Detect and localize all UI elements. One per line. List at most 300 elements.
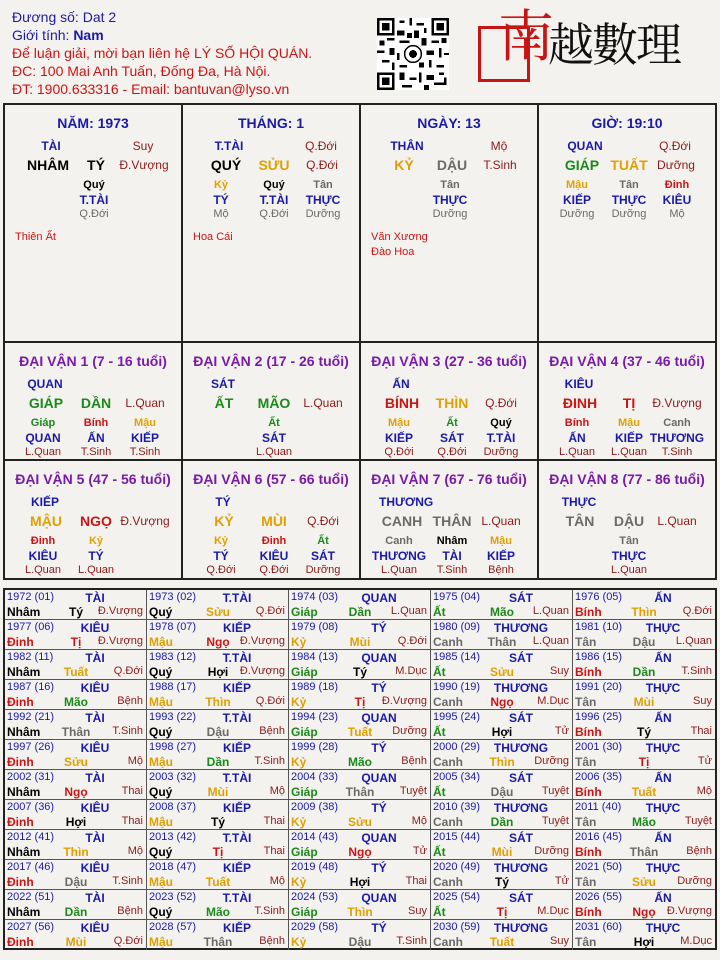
year-label: 2002 (31): [7, 771, 55, 783]
year-cell: [147, 830, 289, 860]
hidden-god: KIẾP: [486, 549, 515, 563]
hidden-stem: Bính: [564, 417, 590, 429]
year-branch: Tuất: [205, 875, 231, 889]
year-god: QUAN: [361, 651, 397, 665]
hidden-stem: Ất: [268, 417, 280, 429]
year-stem: Đinh: [7, 875, 34, 889]
year-phase: Dưỡng: [534, 755, 569, 767]
year-stem: Quý: [149, 605, 173, 619]
hidden-god: KIẾP: [384, 431, 413, 445]
special-star: Thiên Ất: [15, 231, 56, 243]
year-branch: Thìn: [347, 905, 373, 919]
owner-name: Dat 2: [82, 9, 117, 25]
year-stem: Giáp: [291, 905, 318, 919]
hidden-phase: Dưỡng: [305, 564, 341, 576]
year-god: THỰC: [645, 801, 681, 815]
hidden-phase: Dưỡng: [611, 208, 647, 220]
year-god: KIẾP: [222, 741, 251, 755]
year-cell: [431, 890, 573, 920]
hidden-phase: L.Quan: [380, 564, 418, 576]
year-phase: Đ.Vượng: [381, 695, 427, 707]
year-label: 2019 (48): [291, 861, 339, 873]
year-stem: Tân: [575, 755, 597, 769]
dai-van-cell: [183, 343, 361, 461]
hidden-phase: T.Sinh: [129, 446, 161, 458]
year-stem: Tân: [575, 695, 597, 709]
year-cell: [5, 680, 147, 710]
year-stem: Kỷ: [291, 695, 307, 709]
year-phase: Thai: [263, 845, 285, 857]
dai-van-god: QUAN: [27, 377, 63, 391]
dai-van-god: THƯƠNG: [379, 495, 434, 509]
year-phase: Dưỡng: [534, 845, 569, 857]
year-label: 1998 (27): [149, 741, 197, 753]
year-label: 2000 (29): [433, 741, 481, 753]
year-phase: Mộ: [269, 875, 285, 887]
year-cell: [573, 860, 715, 890]
pillar-cell: [183, 105, 361, 343]
year-cell: [573, 620, 715, 650]
year-label: 2005 (34): [433, 771, 481, 783]
year-label: 1995 (24): [433, 711, 481, 723]
year-god: THƯƠNG: [493, 921, 549, 935]
year-stem: Tân: [575, 935, 597, 949]
year-stem: Kỷ: [291, 635, 307, 649]
hidden-god: ẤN: [568, 431, 586, 445]
year-god: TÀI: [85, 891, 105, 905]
year-branch: Thân: [629, 845, 659, 859]
year-label: 2006 (35): [575, 771, 623, 783]
year-label: 1976 (05): [575, 591, 623, 603]
qr-code-icon: [377, 18, 449, 90]
year-god: TÝ: [371, 801, 387, 815]
hidden-phase: L.Quan: [77, 564, 115, 576]
year-phase: T.Sinh: [112, 875, 143, 887]
year-god: ẤN: [654, 891, 672, 905]
year-phase: Thai: [121, 785, 143, 797]
year-phase: Q.Đới: [255, 605, 285, 617]
year-stem: Quý: [149, 845, 173, 859]
hidden-phase: Mộ: [669, 208, 685, 220]
hidden-stem: Quý: [490, 417, 512, 429]
pillar-branch: DẬU: [436, 157, 468, 173]
hidden-phase: Dưỡng: [483, 446, 519, 458]
year-god: TÝ: [371, 621, 387, 635]
year-phase: T.Sinh: [396, 935, 427, 947]
hidden-stem: Tân: [619, 179, 639, 191]
hidden-phase: T.Sinh: [80, 446, 112, 458]
year-god: TÀI: [85, 591, 105, 605]
year-god: SÁT: [509, 831, 533, 845]
dai-van-branch: NGỌ: [80, 513, 112, 529]
year-phase: Bệnh: [686, 845, 712, 857]
year-cell: [431, 680, 573, 710]
year-branch: Sửu: [631, 875, 657, 889]
hidden-phase: L.Quan: [24, 446, 62, 458]
year-phase: L.Quan: [390, 605, 427, 617]
year-phase: Đ.Vượng: [97, 605, 143, 617]
special-star: Văn Xương: [371, 231, 428, 243]
year-label: 1975 (04): [433, 591, 481, 603]
year-branch: Mùi: [491, 845, 513, 859]
year-cell: [289, 650, 431, 680]
year-stem: Ất: [433, 665, 446, 679]
year-label: 1973 (02): [149, 591, 197, 603]
year-phase: Thai: [121, 815, 143, 827]
year-phase: Đ.Vượng: [239, 665, 285, 677]
year-stem: Mậu: [149, 935, 173, 949]
hidden-stem: Đinh: [30, 535, 56, 547]
year-stem: Tân: [575, 875, 597, 889]
dai-van-god: SÁT: [211, 377, 235, 391]
year-stem: Tân: [575, 815, 597, 829]
year-label: 2026 (55): [575, 891, 623, 903]
year-branch: Tị: [638, 755, 650, 769]
year-label: 2022 (51): [7, 891, 55, 903]
year-label: 2031 (60): [575, 921, 623, 933]
year-stem: Mậu: [149, 875, 173, 889]
year-cell: [5, 800, 147, 830]
year-phase: Mộ: [127, 755, 143, 767]
year-phase: Dưỡng: [677, 875, 712, 887]
year-label: 1981 (10): [575, 621, 623, 633]
year-branch: Sửu: [489, 665, 515, 679]
dai-van-branch: TỊ: [622, 395, 636, 411]
year-branch: Tý: [68, 605, 83, 619]
year-phase: Tuyệt: [399, 785, 427, 797]
pillar-branch-phase: T.Sinh: [483, 158, 517, 172]
year-label: 2012 (41): [7, 831, 55, 843]
year-stem: Mậu: [149, 635, 173, 649]
year-god: KIÊU: [80, 681, 110, 695]
hidden-god: KIẾP: [562, 193, 591, 207]
pillar-branch-phase: Dưỡng: [657, 158, 695, 172]
year-stem: Nhâm: [7, 845, 41, 859]
year-god: THỰC: [645, 681, 681, 695]
pillar-top-god: T.TÀI: [214, 139, 244, 153]
year-cell: [431, 650, 573, 680]
year-cell: [573, 890, 715, 920]
year-branch: Tị: [354, 695, 366, 709]
year-branch: Dần: [632, 665, 656, 679]
year-god: QUAN: [361, 711, 397, 725]
dai-van-god: KIÊU: [564, 377, 594, 391]
dai-van-god: KIẾP: [30, 495, 59, 509]
pillar-top-god: TÀI: [41, 139, 61, 153]
year-phase: Đ.Vượng: [666, 905, 712, 917]
year-cell: [289, 830, 431, 860]
year-label: 2009 (38): [291, 801, 339, 813]
year-cell: [431, 710, 573, 740]
year-stem: Nhâm: [7, 605, 41, 619]
hidden-god: T.TÀI: [486, 431, 516, 445]
hidden-stem: Mậu: [388, 417, 410, 429]
year-label: 2010 (39): [433, 801, 481, 813]
year-branch: Dần: [64, 905, 88, 919]
year-god: KIẾP: [222, 681, 251, 695]
year-god: QUAN: [361, 831, 397, 845]
year-stem: Kỷ: [291, 755, 307, 769]
dai-van-cell: [361, 461, 539, 578]
year-stem: Canh: [433, 875, 463, 889]
year-cell: [147, 890, 289, 920]
dai-van-title: ĐẠI VẬN 4 (37 - 46 tuổi): [549, 353, 705, 369]
year-cell: [573, 710, 715, 740]
year-branch: Hợi: [65, 815, 87, 829]
year-god: ẤN: [654, 651, 672, 665]
hidden-phase: Mộ: [213, 208, 229, 220]
year-cell: [289, 710, 431, 740]
year-god: T.TÀI: [222, 711, 252, 725]
year-phase: Đ.Vượng: [239, 635, 285, 647]
year-stem: Ất: [433, 785, 446, 799]
hidden-stem: Đinh: [261, 535, 287, 547]
year-cell: [5, 830, 147, 860]
year-label: 2008 (37): [149, 801, 197, 813]
year-stem: Kỷ: [291, 875, 307, 889]
year-phase: Tuyệt: [684, 815, 712, 827]
dai-van-stem: ẤT: [214, 395, 234, 411]
year-stem: Bính: [575, 725, 602, 739]
year-stem: Ất: [433, 845, 446, 859]
year-phase: Tuyệt: [541, 815, 569, 827]
year-branch: Thìn: [489, 755, 515, 769]
year-god: SÁT: [509, 711, 533, 725]
year-god: THỰC: [645, 861, 681, 875]
dai-van-phase: L.Quan: [303, 396, 343, 410]
year-stem: Đinh: [7, 635, 34, 649]
year-branch: Ngọ: [206, 635, 230, 649]
year-cell: [289, 740, 431, 770]
year-branch: Ngọ: [632, 905, 656, 919]
contact-line: Để luận giải, mời bạn liên hệ LÝ SỐ HỘI QUÁN.: [12, 45, 313, 61]
year-branch: Dần: [206, 755, 230, 769]
year-branch: Hợi: [491, 725, 513, 739]
owner-info: [12, 8, 312, 98]
year-label: 1990 (19): [433, 681, 481, 693]
hidden-god: KIÊU: [28, 549, 58, 563]
year-cell: [147, 710, 289, 740]
year-label: 1977 (06): [7, 621, 55, 633]
year-cell: [573, 590, 715, 620]
year-branch: Tuất: [631, 785, 657, 799]
year-phase: Thai: [405, 875, 427, 887]
hidden-stem: Quý: [263, 179, 285, 191]
hidden-phase: L.Quan: [610, 564, 648, 576]
year-stem: Bính: [575, 905, 602, 919]
year-god: T.TÀI: [222, 891, 252, 905]
year-label: 1993 (22): [149, 711, 197, 723]
year-phase: M.Dục: [537, 695, 569, 707]
hidden-god: KIẾP: [614, 431, 643, 445]
hidden-god: THỰC: [611, 549, 647, 563]
pillar-top-phase: Q.Đới: [305, 139, 337, 153]
dai-van-branch: DẬU: [613, 513, 645, 529]
year-cell: [289, 620, 431, 650]
year-branch: Hợi: [349, 875, 371, 889]
year-phase: Mộ: [696, 785, 712, 797]
year-stem: Mậu: [149, 755, 173, 769]
year-branch: Tuất: [63, 665, 89, 679]
year-stem: Quý: [149, 665, 173, 679]
year-label: 2029 (58): [291, 921, 339, 933]
gender-label: Giới tính:: [12, 27, 70, 43]
year-god: THỰC: [645, 921, 681, 935]
dai-van-phase: Đ.Vượng: [652, 396, 702, 410]
hidden-stem: Mậu: [566, 179, 588, 191]
year-branch: Mão: [206, 905, 230, 919]
year-phase: T.Sinh: [254, 755, 285, 767]
year-label: 2007 (36): [7, 801, 55, 813]
annual-luck-table: [3, 588, 717, 950]
year-god: KIÊU: [80, 861, 110, 875]
year-label: 2027 (56): [7, 921, 55, 933]
dai-van-cell: [539, 343, 715, 461]
pillar-branch-phase: Q.Đới: [306, 158, 338, 172]
dai-van-god: THỰC: [561, 495, 597, 509]
year-cell: [573, 680, 715, 710]
year-branch: Ngọ: [348, 845, 372, 859]
year-god: TÝ: [371, 861, 387, 875]
hidden-god: THỰC: [611, 193, 647, 207]
pillar-stem: GIÁP: [564, 157, 600, 173]
year-branch: Tị: [496, 905, 508, 919]
hidden-god: THỰC: [305, 193, 341, 207]
year-cell: [573, 740, 715, 770]
year-cell: [289, 590, 431, 620]
bazi-chart-grid: [3, 103, 717, 580]
year-stem: Bính: [575, 785, 602, 799]
year-cell: [431, 740, 573, 770]
dai-van-stem: CANH: [381, 513, 423, 529]
pillar-title: NĂM: 1973: [57, 115, 129, 131]
year-label: 2025 (54): [433, 891, 481, 903]
hidden-stem: Giáp: [30, 417, 56, 429]
year-label: 2030 (59): [433, 921, 481, 933]
year-cell: [289, 890, 431, 920]
year-cell: [5, 920, 147, 950]
year-cell: [289, 920, 431, 950]
year-phase: L.Quan: [532, 635, 569, 647]
year-phase: Suy: [693, 695, 712, 707]
year-phase: Suy: [408, 905, 427, 917]
hidden-god: T.TÀI: [79, 193, 109, 207]
hidden-phase: T.Sinh: [436, 564, 468, 576]
year-label: 1994 (23): [291, 711, 339, 723]
year-stem: Giáp: [291, 845, 318, 859]
year-branch: Dậu: [348, 935, 372, 949]
hidden-god: ẤN: [87, 431, 105, 445]
hidden-stem: Ất: [317, 535, 329, 547]
pillar-top-god: QUAN: [567, 139, 603, 153]
year-label: 2017 (46): [7, 861, 55, 873]
year-label: 2011 (40): [575, 801, 622, 813]
dai-van-title: ĐẠI VẬN 6 (57 - 66 tuổi): [193, 471, 349, 487]
year-label: 2001 (30): [575, 741, 623, 753]
gender-value: Nam: [73, 27, 104, 43]
year-stem: Mậu: [149, 695, 173, 709]
year-phase: Tử: [554, 725, 569, 737]
year-cell: [147, 590, 289, 620]
year-phase: T.Sinh: [681, 665, 712, 677]
year-label: 2003 (32): [149, 771, 197, 783]
hidden-god: KIÊU: [259, 549, 289, 563]
year-label: 1997 (26): [7, 741, 55, 753]
hidden-stem: Mậu: [490, 535, 512, 547]
year-cell: [573, 650, 715, 680]
year-branch: Thân: [203, 935, 233, 949]
pillar-top-god: THÂN: [390, 139, 424, 153]
dai-van-cell: [5, 343, 183, 461]
dai-van-branch: DẦN: [80, 395, 112, 411]
year-cell: [147, 620, 289, 650]
year-cell: [147, 680, 289, 710]
year-label: 1985 (14): [433, 651, 481, 663]
year-god: THỰC: [645, 741, 681, 755]
pillar-stem: KỶ: [394, 157, 414, 173]
year-label: 1978 (07): [149, 621, 197, 633]
year-label: 2018 (47): [149, 861, 197, 873]
year-cell: [5, 620, 147, 650]
hidden-phase: Q.Đới: [259, 564, 289, 576]
year-branch: Hợi: [633, 935, 655, 949]
pillar-branch: TÝ: [87, 157, 105, 173]
hidden-god: SÁT: [311, 549, 335, 563]
hidden-stem: Kỷ: [213, 535, 229, 547]
dai-van-title: ĐẠI VẬN 5 (47 - 56 tuổi): [15, 471, 171, 487]
year-god: ẤN: [654, 711, 672, 725]
year-god: SÁT: [509, 771, 533, 785]
year-branch: Ngọ: [64, 785, 88, 799]
year-stem: Nhâm: [7, 785, 41, 799]
hidden-stem: Đinh: [664, 179, 690, 191]
year-god: TÝ: [371, 681, 387, 695]
dai-van-phase: Q.Đới: [485, 396, 517, 410]
dai-van-cell: [5, 461, 183, 578]
year-god: THƯƠNG: [493, 741, 549, 755]
hidden-stem: Bính: [83, 417, 109, 429]
year-god: KIẾP: [222, 621, 251, 635]
red-seal-icon: [478, 5, 554, 88]
year-stem: Bính: [575, 605, 602, 619]
year-label: 1979 (08): [291, 621, 339, 633]
year-god: TÀI: [85, 771, 105, 785]
year-label: 2016 (45): [575, 831, 623, 843]
dai-van-stem: TÂN: [565, 513, 595, 529]
year-label: 1986 (15): [575, 651, 623, 663]
hidden-phase: Q.Đới: [206, 564, 236, 576]
year-phase: Tuyệt: [541, 785, 569, 797]
special-star: Hoa Cái: [193, 231, 233, 243]
year-cell: [5, 740, 147, 770]
hidden-stem: Canh: [663, 417, 691, 429]
hidden-phase: T.Sinh: [661, 446, 693, 458]
pillar-title: THÁNG: 1: [237, 115, 305, 131]
year-stem: Giáp: [291, 665, 318, 679]
dai-van-title: ĐẠI VẬN 2 (17 - 26 tuổi): [193, 353, 349, 369]
dai-van-branch: MÙI: [261, 513, 287, 529]
year-god: T.TÀI: [222, 651, 252, 665]
dai-van-branch: THÂN: [432, 513, 472, 529]
hidden-phase: Q.Đới: [437, 446, 467, 458]
year-phase: Q.Đới: [113, 665, 143, 677]
dai-van-stem: GIÁP: [28, 395, 64, 411]
year-branch: Mão: [632, 815, 656, 829]
year-god: THƯƠNG: [493, 681, 549, 695]
year-label: 1980 (09): [433, 621, 481, 633]
year-cell: [147, 650, 289, 680]
year-cell: [431, 920, 573, 950]
